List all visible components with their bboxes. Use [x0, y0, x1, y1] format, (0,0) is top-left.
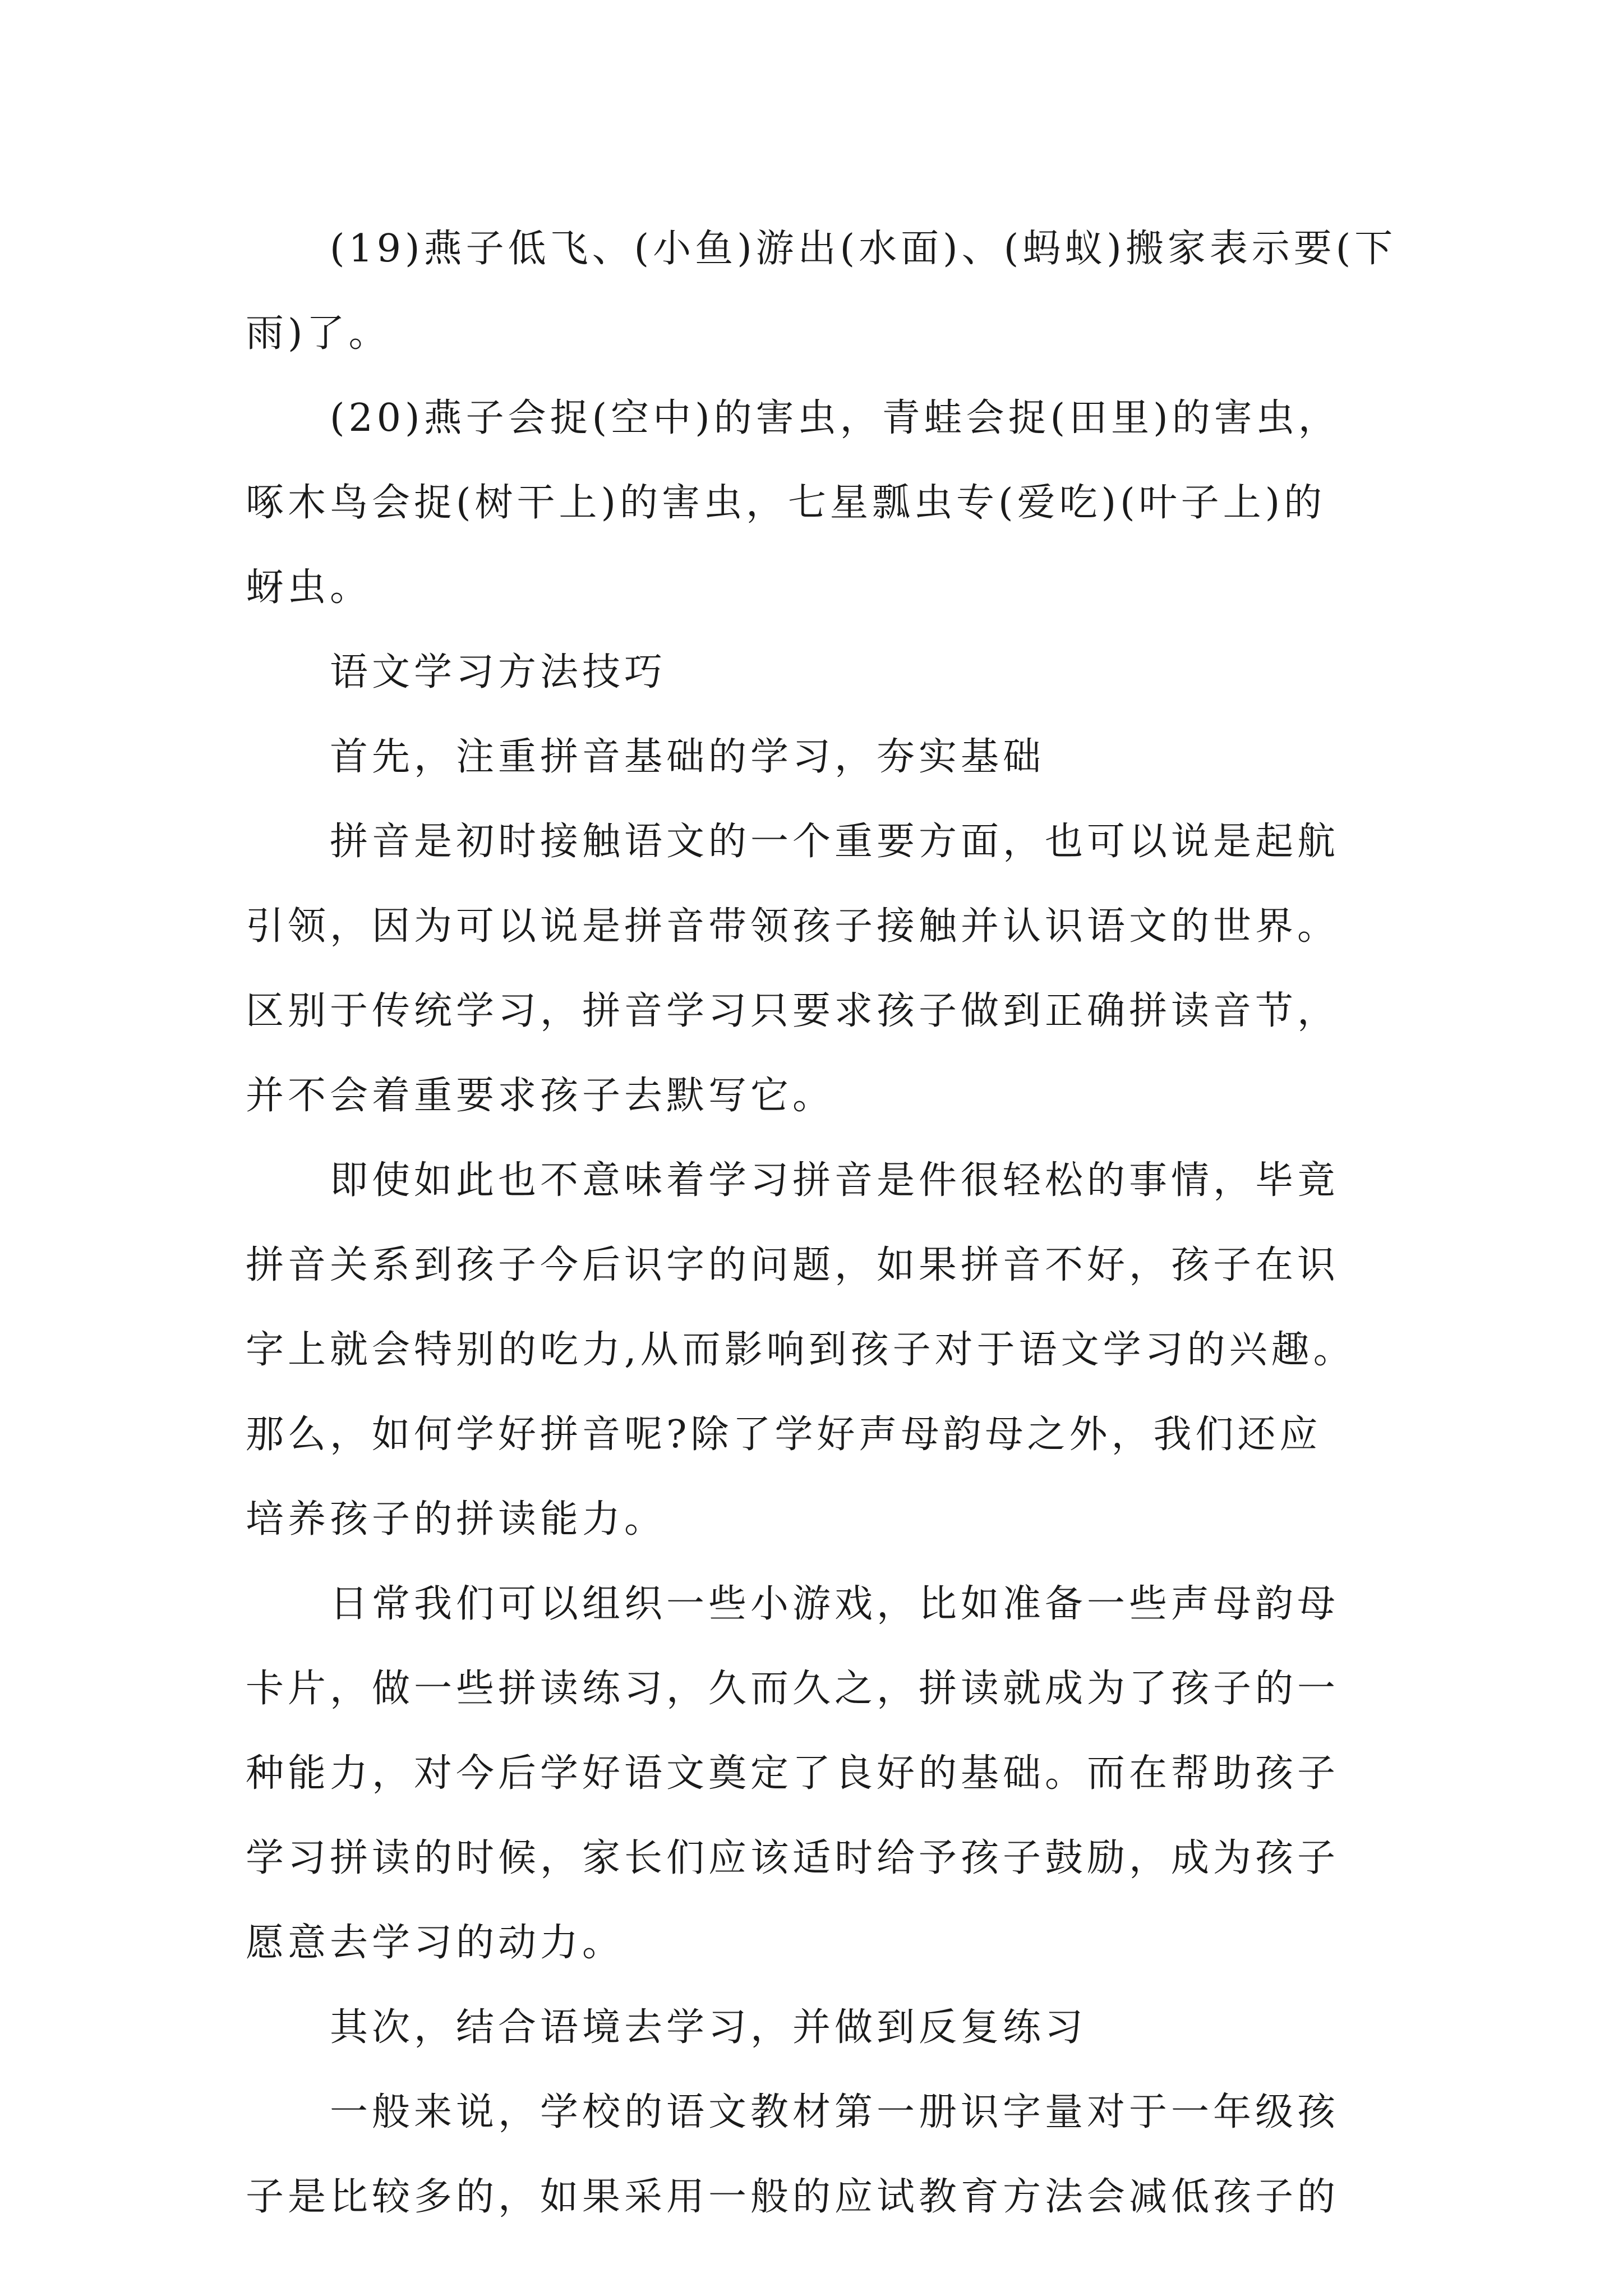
text-line: 区别于传统学习，拼音学习只要求孩子做到正确拼读音节，	[246, 989, 1340, 1033]
paragraph-pinyin-intro	[246, 799, 1384, 1138]
text-line: 蚜虫。	[246, 565, 372, 610]
paragraph-pinyin-importance	[246, 1138, 1384, 1562]
heading-text: 其次，结合语境去学习，并做到反复练习	[330, 2005, 1087, 2050]
paragraph-textbook	[246, 2070, 1384, 2239]
text-line: 卡片，做一些拼读练习，久而久之，拼读就成为了孩子的一	[246, 1667, 1340, 1711]
text-line: 即使如此也不意味着学习拼音是件很轻松的事情，毕竟	[330, 1158, 1340, 1203]
text-line: (19)燕子低飞、(小鱼)游出(水面)、(蚂蚁)搬家表示要(下	[330, 227, 1397, 271]
text-line: 培养孩子的拼读能力。	[246, 1497, 667, 1542]
text-line: 种能力，对今后学好语文奠定了良好的基础。而在帮助孩子	[246, 1751, 1340, 1796]
text-line: 引领，因为可以说是拼音带领孩子接触并认识语文的世界。	[246, 904, 1340, 949]
text-line: 雨)了。	[246, 311, 391, 356]
paragraph-item-19	[246, 206, 1397, 376]
heading-text: 首先，注重拼音基础的学习，夯实基础	[330, 735, 1045, 779]
paragraph-item-20	[246, 376, 1384, 630]
text-line: 拼音关系到孩子今后识字的问题，如果拼音不好，孩子在识	[246, 1243, 1340, 1287]
section-heading-methods	[246, 630, 1384, 715]
text-line: 那么，如何学好拼音呢?除了学好声母韵母之外，我们还应	[246, 1412, 1322, 1457]
text-line: (20)燕子会捉(空中)的害虫，青蛙会捉(田里)的害虫，	[330, 396, 1340, 440]
text-line: 字上就会特别的吃力,从而影响到孩子对于语文学习的兴趣。	[246, 1328, 1355, 1372]
paragraph-games	[246, 1562, 1384, 1985]
text-line: 日常我们可以组织一些小游戏，比如准备一些声母韵母	[330, 1582, 1340, 1626]
text-line: 啄木鸟会捉(树干上)的害虫，七星瓢虫专(爱吃)(叶子上)的	[246, 481, 1326, 525]
text-line: 一般来说，学校的语文教材第一册识字量对于一年级孩	[330, 2090, 1340, 2134]
section-heading-first	[246, 715, 1384, 799]
heading-text: 语文学习方法技巧	[330, 650, 667, 694]
text-line: 子是比较多的，如果采用一般的应试教育方法会减低孩子的	[246, 2175, 1340, 2219]
text-line: 拼音是初时接触语文的一个重要方面，也可以说是起航	[330, 820, 1340, 864]
text-line: 学习拼读的时候，家长们应该适时给予孩子鼓励，成为孩子	[246, 1836, 1340, 1880]
text-line: 愿意去学习的动力。	[246, 1921, 625, 1965]
section-heading-second	[246, 1985, 1384, 2070]
text-line: 并不会着重要求孩子去默写它。	[246, 1074, 835, 1118]
document-body	[246, 206, 1397, 2239]
